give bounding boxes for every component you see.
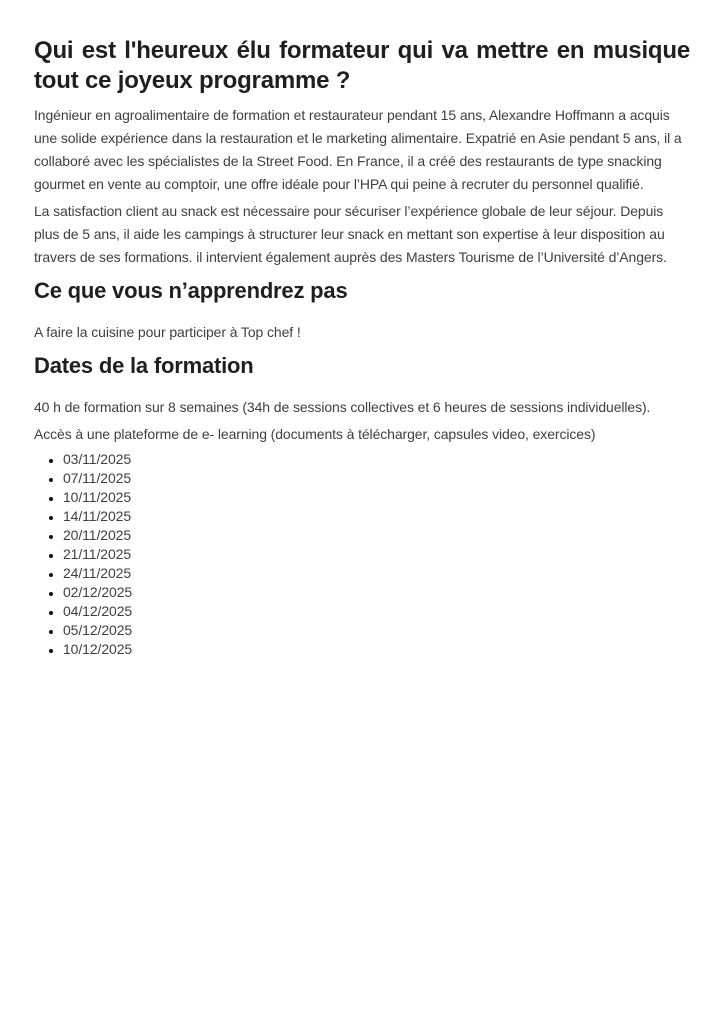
page-title-line: tout ce joyeux programme ? [34, 67, 351, 94]
dates-list [34, 450, 690, 659]
not-learn-paragraph: A faire la cuisine pour participer à Top chef ! [34, 324, 301, 340]
list-item: • 14/11/2025 [63, 507, 690, 526]
list-item: • 24/11/2025 [63, 564, 690, 583]
list-item: • 21/11/2025 [63, 545, 690, 564]
list-item: • 04/12/2025 [63, 602, 690, 621]
list-item: • 20/11/2025 [63, 526, 690, 545]
page-title [34, 36, 690, 96]
list-item: • 02/12/2025 [63, 583, 690, 602]
trainer-experience-paragraph: La satisfaction client au snack est nécessaire pour sécuriser l’expérience globale de leur séjour. Depuis plus de 5 ans, il aide les campings à structurer leur snack en mettant son expertise à leur disposition au travers de ses formations. il intervient également auprès des Masters Tourisme de l’Université d’Angers. [34, 203, 667, 265]
section-heading-not-learn: Ce que vous n’apprendrez pas [34, 278, 348, 303]
list-item: • 03/11/2025 [63, 450, 690, 469]
page-title-line: Qui est l'heureux élu formateur qui va mettre en musique [34, 37, 690, 64]
trainer-bio-paragraph: Ingénieur en agroalimentaire de formation et restaurateur pendant 15 ans, Alexandre Hoffmann a acquis une solide expérience dans la restauration et le marketing alimentaire. Expatrié en Asie pendant 5 ans, il a collaboré avec les spécialistes de la Street Food. En France, il a créé des restaurants de type snacking gourmet en vente au comptoir, une offre idéale pour l’HPA qui peine à recruter du personnel qualifié. [34, 107, 682, 192]
dates-duration-paragraph: 40 h de formation sur 8 semaines (34h de sessions collectives et 6 heures de sessions individuelles). [34, 399, 651, 415]
list-item: • 07/11/2025 [63, 469, 690, 488]
list-item: • 10/11/2025 [63, 488, 690, 507]
dates-platform-paragraph: Accès à une plateforme de e- learning (documents à télécharger, capsules video, exercices) [34, 426, 596, 442]
list-item: • 05/12/2025 [63, 621, 690, 640]
list-item: • 10/12/2025 [63, 640, 690, 659]
section-heading-dates: Dates de la formation [34, 353, 254, 378]
